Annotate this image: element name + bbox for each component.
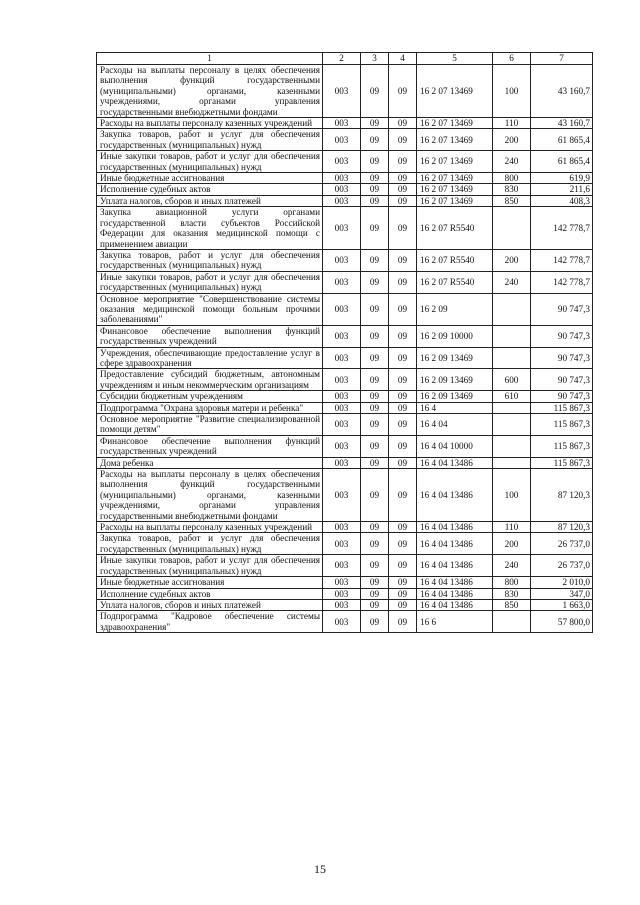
header-cell: 1 (97, 53, 323, 65)
ministry-code-cell: 003 (323, 347, 361, 369)
amount-cell: 26 737,0 (531, 555, 593, 577)
expense-type-cell: 850 (493, 195, 531, 206)
table-row (97, 195, 593, 206)
row-name-cell: Подпрограмма "Кадровое обеспечение системы здравоохранения" (97, 611, 323, 633)
subsection-cell: 09 (389, 151, 417, 173)
ministry-code-cell: 003 (323, 151, 361, 173)
ministry-code-cell: 003 (323, 588, 361, 599)
target-article-cell: 16 4 04 10000 (417, 435, 493, 457)
row-name-cell: Расходы на выплаты персоналу казенных учреждений (97, 118, 323, 129)
target-article-cell: 16 2 09 (417, 293, 493, 325)
amount-cell: 1 663,0 (531, 599, 593, 610)
amount-cell: 26 737,0 (531, 533, 593, 555)
section-cell: 09 (361, 249, 389, 271)
section-cell: 09 (361, 533, 389, 555)
target-article-cell: 16 4 04 13486 (417, 469, 493, 522)
amount-cell: 87 120,3 (531, 522, 593, 533)
expense-type-cell: 240 (493, 555, 531, 577)
subsection-cell: 09 (389, 369, 417, 391)
ministry-code-cell: 003 (323, 599, 361, 610)
ministry-code-cell: 003 (323, 129, 361, 151)
table-row (97, 325, 593, 347)
section-cell: 09 (361, 577, 389, 588)
ministry-code-cell: 003 (323, 293, 361, 325)
row-name-cell: Учреждения, обеспечивающие предоставление услуг в сфере здравоохранения (97, 347, 323, 369)
row-name-cell: Закупка товаров, работ и услуг для обеспечения государственных (муниципальных) нужд (97, 129, 323, 151)
target-article-cell: 16 2 07 R5540 (417, 207, 493, 250)
table-row (97, 65, 593, 118)
row-name-cell: Расходы на выплаты персоналу в целях обеспечения выполнения функций государственными (муниципальными) органами, казенными учреждениями, органами управления государственными внебюджетными фондами (97, 469, 323, 522)
ministry-code-cell: 003 (323, 369, 361, 391)
table-row (97, 457, 593, 468)
subsection-cell: 09 (389, 588, 417, 599)
target-article-cell: 16 2 09 10000 (417, 325, 493, 347)
ministry-code-cell: 003 (323, 195, 361, 206)
expense-type-cell: 240 (493, 271, 531, 293)
table-row (97, 577, 593, 588)
target-article-cell: 16 2 07 13469 (417, 118, 493, 129)
amount-cell: 87 120,3 (531, 469, 593, 522)
expense-type-cell (493, 325, 531, 347)
target-article-cell: 16 2 07 13469 (417, 129, 493, 151)
section-cell: 09 (361, 435, 389, 457)
subsection-cell: 09 (389, 249, 417, 271)
target-article-cell: 16 4 04 13486 (417, 457, 493, 468)
section-cell: 09 (361, 129, 389, 151)
row-name-cell: Иные закупки товаров, работ и услуг для обеспечения государственных (муниципальных) нужд (97, 151, 323, 173)
target-article-cell: 16 2 09 13469 (417, 347, 493, 369)
table-row (97, 588, 593, 599)
target-article-cell: 16 4 04 (417, 414, 493, 436)
amount-cell: 142 778,7 (531, 207, 593, 250)
expense-type-cell (493, 207, 531, 250)
table-row (97, 271, 593, 293)
target-article-cell: 16 4 (417, 402, 493, 413)
subsection-cell: 09 (389, 402, 417, 413)
table-row (97, 522, 593, 533)
amount-cell: 90 747,3 (531, 391, 593, 402)
section-cell: 09 (361, 391, 389, 402)
amount-cell: 619,9 (531, 173, 593, 184)
header-cell: 2 (323, 53, 361, 65)
target-article-cell: 16 4 04 13486 (417, 555, 493, 577)
row-name-cell: Закупка авиационной услуги органами государственной власти субъектов Российской Федерации для оказания медицинской помощи с применением авиации (97, 207, 323, 250)
section-cell: 09 (361, 184, 389, 195)
ministry-code-cell: 003 (323, 577, 361, 588)
section-cell: 09 (361, 293, 389, 325)
row-name-cell: Расходы на выплаты персоналу в целях обеспечения выполнения функций государственными (муниципальными) органами, казенными учреждениями, органами управления государственными внебюджетными фондами (97, 65, 323, 118)
subsection-cell: 09 (389, 207, 417, 250)
expense-type-cell (493, 457, 531, 468)
row-name-cell: Предоставление субсидий бюджетным, автономным учреждениям и иным некоммерческим организациям (97, 369, 323, 391)
ministry-code-cell: 003 (323, 391, 361, 402)
table-row (97, 391, 593, 402)
amount-cell: 115 867,3 (531, 457, 593, 468)
target-article-cell: 16 2 09 13469 (417, 391, 493, 402)
subsection-cell: 09 (389, 347, 417, 369)
header-cell: 5 (417, 53, 493, 65)
ministry-code-cell: 003 (323, 184, 361, 195)
section-cell: 09 (361, 173, 389, 184)
row-name-cell: Финансовое обеспечение выполнения функций государственных учреждений (97, 325, 323, 347)
expense-type-cell: 600 (493, 369, 531, 391)
row-name-cell: Закупка товаров, работ и услуг для обеспечения государственных (муниципальных) нужд (97, 533, 323, 555)
amount-cell: 90 747,3 (531, 369, 593, 391)
amount-cell: 61 865,4 (531, 151, 593, 173)
section-cell: 09 (361, 151, 389, 173)
amount-cell: 57 800,0 (531, 611, 593, 633)
table-row (97, 173, 593, 184)
row-name-cell: Иные закупки товаров, работ и услуг для обеспечения государственных (муниципальных) нужд (97, 555, 323, 577)
row-name-cell: Подпрограмма "Охрана здоровья матери и ребенка" (97, 402, 323, 413)
header-cell: 7 (531, 53, 593, 65)
ministry-code-cell: 003 (323, 173, 361, 184)
subsection-cell: 09 (389, 599, 417, 610)
section-cell: 09 (361, 457, 389, 468)
amount-cell: 142 778,7 (531, 249, 593, 271)
section-cell: 09 (361, 402, 389, 413)
expense-type-cell (493, 414, 531, 436)
section-cell: 09 (361, 599, 389, 610)
section-cell: 09 (361, 118, 389, 129)
ministry-code-cell: 003 (323, 611, 361, 633)
row-name-cell: Основное мероприятие "Совершенствование системы оказания медицинской помощи больным прочими заболеваниями" (97, 293, 323, 325)
subsection-cell: 09 (389, 195, 417, 206)
row-name-cell: Исполнение судебных актов (97, 588, 323, 599)
table-body (97, 65, 593, 633)
row-name-cell: Иные закупки товаров, работ и услуг для обеспечения государственных (муниципальных) нужд (97, 271, 323, 293)
expense-type-cell: 110 (493, 522, 531, 533)
ministry-code-cell: 003 (323, 118, 361, 129)
expense-type-cell: 850 (493, 599, 531, 610)
target-article-cell: 16 2 07 R5540 (417, 249, 493, 271)
ministry-code-cell: 003 (323, 435, 361, 457)
subsection-cell: 09 (389, 611, 417, 633)
row-name-cell: Исполнение судебных актов (97, 184, 323, 195)
target-article-cell: 16 2 07 13469 (417, 65, 493, 118)
budget-table (96, 52, 593, 633)
target-article-cell: 16 4 04 13486 (417, 599, 493, 610)
amount-cell: 142 778,7 (531, 271, 593, 293)
section-cell: 09 (361, 207, 389, 250)
row-name-cell: Субсидии бюджетным учреждениям (97, 391, 323, 402)
amount-cell: 115 867,3 (531, 435, 593, 457)
row-name-cell: Финансовое обеспечение выполнения функций государственных учреждений (97, 435, 323, 457)
table-row (97, 435, 593, 457)
section-cell: 09 (361, 325, 389, 347)
table-row (97, 402, 593, 413)
section-cell: 09 (361, 555, 389, 577)
amount-cell: 61 865,4 (531, 129, 593, 151)
expense-type-cell: 200 (493, 533, 531, 555)
section-cell: 09 (361, 195, 389, 206)
ministry-code-cell: 003 (323, 271, 361, 293)
amount-cell: 115 867,3 (531, 402, 593, 413)
subsection-cell: 09 (389, 118, 417, 129)
row-name-cell: Дома ребенка (97, 457, 323, 468)
row-name-cell: Основное мероприятие "Развитие специализированной помощи детям" (97, 414, 323, 436)
ministry-code-cell: 003 (323, 207, 361, 250)
subsection-cell: 09 (389, 293, 417, 325)
ministry-code-cell: 003 (323, 249, 361, 271)
subsection-cell: 09 (389, 129, 417, 151)
ministry-code-cell: 003 (323, 414, 361, 436)
target-article-cell: 16 2 07 R5540 (417, 271, 493, 293)
section-cell: 09 (361, 369, 389, 391)
target-article-cell: 16 4 04 13486 (417, 577, 493, 588)
table-row (97, 555, 593, 577)
table-row (97, 414, 593, 436)
ministry-code-cell: 003 (323, 522, 361, 533)
table-row (97, 533, 593, 555)
table-row (97, 207, 593, 250)
ministry-code-cell: 003 (323, 457, 361, 468)
target-article-cell: 16 4 04 13486 (417, 533, 493, 555)
subsection-cell: 09 (389, 435, 417, 457)
target-article-cell: 16 6 (417, 611, 493, 633)
expense-type-cell: 110 (493, 118, 531, 129)
target-article-cell: 16 2 09 13469 (417, 369, 493, 391)
section-cell: 09 (361, 522, 389, 533)
expense-type-cell: 200 (493, 249, 531, 271)
section-cell: 09 (361, 271, 389, 293)
subsection-cell: 09 (389, 325, 417, 347)
ministry-code-cell: 003 (323, 533, 361, 555)
amount-cell: 90 747,3 (531, 325, 593, 347)
subsection-cell: 09 (389, 414, 417, 436)
expense-type-cell: 800 (493, 173, 531, 184)
table-row (97, 469, 593, 522)
table-row (97, 293, 593, 325)
expense-type-cell: 830 (493, 184, 531, 195)
subsection-cell: 09 (389, 391, 417, 402)
ministry-code-cell: 003 (323, 65, 361, 118)
expense-type-cell (493, 435, 531, 457)
subsection-cell: 09 (389, 457, 417, 468)
row-name-cell: Иные бюджетные ассигнования (97, 173, 323, 184)
target-article-cell: 16 2 07 13469 (417, 173, 493, 184)
header-cell: 4 (389, 53, 417, 65)
subsection-cell: 09 (389, 555, 417, 577)
amount-cell: 43 160,7 (531, 65, 593, 118)
table-row (97, 599, 593, 610)
expense-type-cell: 240 (493, 151, 531, 173)
section-cell: 09 (361, 65, 389, 118)
expense-type-cell: 100 (493, 65, 531, 118)
subsection-cell: 09 (389, 184, 417, 195)
subsection-cell: 09 (389, 533, 417, 555)
table-row (97, 118, 593, 129)
ministry-code-cell: 003 (323, 402, 361, 413)
amount-cell: 43 160,7 (531, 118, 593, 129)
table-row (97, 347, 593, 369)
table-row (97, 369, 593, 391)
target-article-cell: 16 2 07 13469 (417, 151, 493, 173)
amount-cell: 115 867,3 (531, 414, 593, 436)
expense-type-cell: 800 (493, 577, 531, 588)
amount-cell: 408,3 (531, 195, 593, 206)
row-name-cell: Уплата налогов, сборов и иных платежей (97, 195, 323, 206)
expense-type-cell: 100 (493, 469, 531, 522)
table-row (97, 129, 593, 151)
row-name-cell: Расходы на выплаты персоналу казенных учреждений (97, 522, 323, 533)
row-name-cell: Закупка товаров, работ и услуг для обеспечения государственных (муниципальных) нужд (97, 249, 323, 271)
subsection-cell: 09 (389, 173, 417, 184)
ministry-code-cell: 003 (323, 325, 361, 347)
section-cell: 09 (361, 347, 389, 369)
section-cell: 09 (361, 611, 389, 633)
expense-type-cell: 610 (493, 391, 531, 402)
row-name-cell: Уплата налогов, сборов и иных платежей (97, 599, 323, 610)
target-article-cell: 16 2 07 13469 (417, 195, 493, 206)
table-row (97, 151, 593, 173)
subsection-cell: 09 (389, 522, 417, 533)
section-cell: 09 (361, 469, 389, 522)
section-cell: 09 (361, 414, 389, 436)
expense-type-cell: 200 (493, 129, 531, 151)
amount-cell: 90 747,3 (531, 347, 593, 369)
header-cell: 6 (493, 53, 531, 65)
target-article-cell: 16 2 07 13469 (417, 184, 493, 195)
target-article-cell: 16 4 04 13486 (417, 588, 493, 599)
subsection-cell: 09 (389, 271, 417, 293)
subsection-cell: 09 (389, 577, 417, 588)
ministry-code-cell: 003 (323, 555, 361, 577)
row-name-cell: Иные бюджетные ассигнования (97, 577, 323, 588)
target-article-cell: 16 4 04 13486 (417, 522, 493, 533)
table-row (97, 611, 593, 633)
header-cell: 3 (361, 53, 389, 65)
header-row (97, 53, 593, 65)
table-row (97, 184, 593, 195)
amount-cell: 347,0 (531, 588, 593, 599)
expense-type-cell (493, 293, 531, 325)
amount-cell: 90 747,3 (531, 293, 593, 325)
expense-type-cell (493, 347, 531, 369)
ministry-code-cell: 003 (323, 469, 361, 522)
expense-type-cell (493, 611, 531, 633)
subsection-cell: 09 (389, 65, 417, 118)
expense-type-cell (493, 402, 531, 413)
section-cell: 09 (361, 588, 389, 599)
subsection-cell: 09 (389, 469, 417, 522)
amount-cell: 2 010,0 (531, 577, 593, 588)
page-number: 15 (314, 862, 326, 876)
amount-cell: 211,6 (531, 184, 593, 195)
expense-type-cell: 830 (493, 588, 531, 599)
table-row (97, 249, 593, 271)
